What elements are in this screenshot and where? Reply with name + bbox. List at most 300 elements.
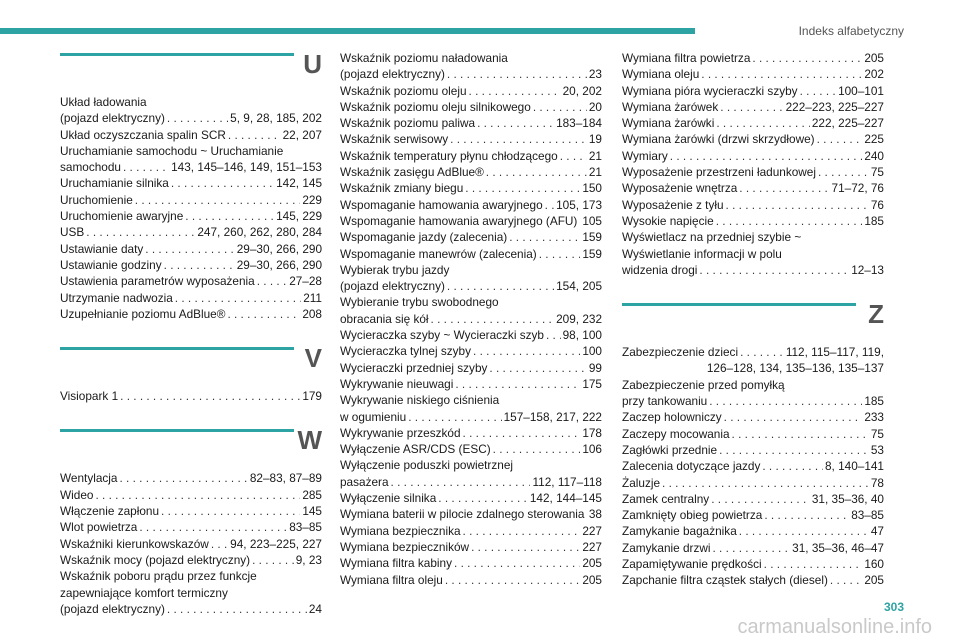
- index-entry-pages: 229: [302, 192, 322, 207]
- index-entry-pages: 24: [308, 601, 322, 616]
- dot-leader: [123, 159, 169, 175]
- index-entry-line: [340, 115, 602, 131]
- index-entry-lead: Zabezpieczenie przed pomyłką: [622, 377, 785, 392]
- dot-leader: [463, 425, 581, 441]
- dot-leader: [711, 491, 810, 507]
- index-entry-text: Wymiary: [622, 148, 668, 163]
- index-entry-line: [622, 344, 884, 360]
- index-entry-line: [340, 66, 602, 82]
- section-rule: [622, 303, 856, 306]
- index-entry-pages: 227: [582, 539, 602, 554]
- index-entry-line: [340, 197, 602, 213]
- index-entry: [340, 523, 602, 539]
- index-entry-pages: 209, 232: [556, 311, 602, 326]
- index-entry-text: Zalecenia dotyczące jazdy: [622, 459, 761, 474]
- dot-leader: [533, 99, 587, 115]
- index-entry-pages: 178: [582, 425, 602, 440]
- index-entry-text: w ogumieniu: [340, 409, 407, 424]
- index-entry: [60, 192, 322, 208]
- index-entry-line: [622, 83, 884, 99]
- index-entry-lead: zapewniające komfort termiczny: [60, 585, 228, 600]
- dot-leader: [701, 66, 862, 82]
- index-entry-text: Wspomaganie jazdy (zalecenia): [340, 230, 508, 245]
- index-entry-line: [60, 257, 322, 273]
- index-entry-pages: 112, 115–117, 119,: [785, 345, 884, 360]
- index-column-1: [60, 50, 322, 639]
- index-entry-pages: 285: [302, 487, 322, 502]
- index-entry-text: przy tankowaniu: [622, 394, 708, 409]
- index-entry-text: Zaczepy mocowania: [622, 426, 730, 441]
- index-entry: [622, 377, 884, 410]
- index-entry-text: (pojazd elektryczny): [340, 67, 445, 82]
- section-header: [60, 344, 322, 382]
- index-entry: [60, 273, 322, 289]
- index-entry-pages: 100: [582, 344, 602, 359]
- index-entry-text: Wykrywanie przeszkód: [340, 425, 461, 440]
- dot-leader: [447, 66, 587, 82]
- index-entry-pages: 20: [588, 99, 602, 114]
- index-entry-pages: 83–85: [289, 520, 322, 535]
- index-entry-pages: 142, 144–145: [529, 491, 602, 506]
- index-entry-pages: 160: [864, 557, 884, 572]
- index-entry-pages: 154, 205: [556, 279, 602, 294]
- index-entry-pages: 21: [588, 148, 602, 163]
- index-entry-line: [622, 197, 884, 213]
- dot-leader: [139, 519, 287, 535]
- index-entry: [622, 426, 884, 442]
- index-entry: [622, 507, 884, 523]
- page-header-title: Indeks alfabetyczny: [798, 24, 904, 38]
- index-entry-line: [622, 393, 884, 409]
- index-entry: [340, 360, 602, 376]
- index-entry-text: (pojazd elektryczny): [60, 111, 165, 126]
- index-entry: [60, 143, 322, 176]
- index-entry: [622, 197, 884, 213]
- index-entry: [622, 99, 884, 115]
- index-entry-pages: 76: [870, 197, 884, 212]
- index-entry-text: Wlot powietrza: [60, 520, 138, 535]
- index-entry: [340, 50, 602, 83]
- index-entry-text: Zagłówki przednie: [622, 442, 718, 457]
- index-entry-line: [340, 131, 602, 147]
- index-entry-line: [60, 159, 322, 175]
- section-header: [60, 426, 322, 464]
- index-entry-pages: 205: [582, 556, 602, 571]
- dot-leader: [818, 164, 869, 180]
- index-entry: [340, 506, 602, 522]
- index-entry: [622, 409, 884, 425]
- section-letter: Z: [868, 299, 884, 330]
- index-entry: [340, 180, 602, 196]
- index-entry-pages: 233: [864, 410, 884, 425]
- index-entry-line: [340, 99, 602, 115]
- index-entry-pages: 240: [864, 148, 884, 163]
- index-entry-text: Wyposażenie przestrzeni ładunkowej: [622, 165, 816, 180]
- dot-leader: [709, 393, 862, 409]
- dot-leader: [493, 441, 581, 457]
- index-section: [622, 50, 884, 278]
- dot-leader: [662, 475, 869, 491]
- index-entry-line: [60, 306, 322, 322]
- index-entry-line: [340, 474, 602, 490]
- index-entry: [622, 50, 884, 66]
- index-entry-pages: 225: [864, 132, 884, 147]
- index-entry-text: Wymiana filtra powietrza: [622, 51, 751, 65]
- index-entry-text: Wycieraczki przedniej szyby: [340, 360, 488, 375]
- dot-leader: [670, 148, 863, 164]
- page-number: 303: [883, 600, 904, 614]
- index-entry-pages: 31, 35–36, 46–47: [792, 540, 884, 555]
- index-entry: [340, 148, 602, 164]
- index-entry-pages: 205: [864, 51, 884, 65]
- dot-leader: [489, 360, 586, 376]
- section-header: [622, 300, 884, 338]
- index-entry-text: Wymiana bezpieczników: [340, 539, 470, 554]
- index-entry-lead: Wyświetlacz na przedniej szybie ~: [622, 230, 802, 245]
- index-entry-line: [340, 327, 602, 343]
- index-entry-lead: Wybieranie trybu swobodnego: [340, 295, 499, 310]
- index-entry-line: [60, 241, 322, 257]
- index-entry-line: [340, 539, 602, 555]
- dot-leader: [438, 490, 528, 506]
- index-entry: [340, 229, 602, 245]
- index-entry-pages: 99: [588, 360, 602, 375]
- index-entry-text: Wskaźnik poziomu oleju silnikowego: [340, 99, 531, 114]
- index-entry: [622, 523, 884, 539]
- index-entry: [622, 164, 884, 180]
- index-entry-text: Uzupełnianie poziomu AdBlue®: [60, 306, 226, 321]
- dot-leader: [752, 50, 862, 66]
- index-entry-pages: 106: [582, 442, 602, 457]
- index-entry-text: Wentylacja: [60, 471, 118, 486]
- index-entry-line: [60, 519, 322, 535]
- index-entry-text: Wyposażenie z tyłu: [622, 197, 724, 212]
- dot-leader: [800, 83, 836, 99]
- index-entry: [60, 388, 322, 404]
- index-entry: [60, 208, 322, 224]
- index-entry-lead: Wyświetlanie informacji w polu: [622, 246, 782, 261]
- index-entry-text: Zabezpieczenie dzieci: [622, 345, 739, 360]
- index-entry-line: [622, 164, 884, 180]
- index-entry-text: Wskaźnik zmiany biegu: [340, 181, 464, 196]
- index-entry-text: Wymiana bezpiecznika: [340, 523, 461, 538]
- index-entry-lead: Wyłączenie poduszki powietrznej: [340, 458, 513, 473]
- index-entry-line: [340, 409, 602, 425]
- dot-leader: [120, 388, 300, 404]
- index-entry: [340, 99, 602, 115]
- index-entry-text: Wymiana żarówek: [622, 99, 719, 114]
- index-entry-line: [60, 290, 322, 306]
- index-entry-text: widzenia drogi: [622, 262, 698, 277]
- index-entry-line: [60, 192, 322, 208]
- index-entry-pages: 5, 9, 28, 185, 202: [230, 111, 322, 126]
- dot-leader: [579, 213, 580, 229]
- index-entry-text: Wskaźniki kierunkowskazów: [60, 536, 209, 551]
- index-entry-pages: 185: [864, 213, 884, 228]
- index-entry-text: Układ oczyszczania spalin SCR: [60, 127, 226, 142]
- index-entry-pages: 29–30, 266, 290: [236, 257, 322, 272]
- index-entry-text: Utrzymanie nadwozia: [60, 290, 173, 305]
- section-letter: U: [303, 49, 322, 79]
- index-entry-pages: 78: [870, 475, 884, 490]
- index-entry-line: [60, 487, 322, 503]
- index-entry-text: samochodu: [60, 160, 121, 175]
- dot-leader: [447, 278, 554, 294]
- index-entry: [60, 127, 322, 143]
- index-entry: [60, 552, 322, 568]
- index-entry-text: Zamknięty obieg powietrza: [622, 508, 763, 523]
- index-entry-line: [340, 441, 602, 457]
- index-entry-text: Uruchamianie silnika: [60, 176, 169, 191]
- index-entry-pages: 21: [588, 165, 602, 180]
- index-entry: [340, 392, 602, 425]
- index-entry-text: Wymiana żarówki (drzwi skrzydłowe): [622, 132, 815, 147]
- index-entry: [622, 229, 884, 278]
- index-entry-line: [60, 552, 322, 568]
- index-entry-text: Wymiana pióra wycieraczki szyby: [622, 83, 798, 98]
- dot-leader: [830, 572, 862, 588]
- index-entry-pages: 71–72, 76: [831, 181, 884, 196]
- index-entry-pages: 23: [588, 67, 602, 82]
- index-entry-text: Visiopark 1: [60, 389, 119, 404]
- dot-leader: [509, 229, 580, 245]
- index-entry-text: Ustawienia parametrów wyposażenia: [60, 274, 255, 289]
- index-entry-line: [60, 470, 322, 486]
- index-entry-pages: 145: [302, 504, 322, 519]
- index-entry-line: [622, 556, 884, 572]
- index-entry-text: Wyłączenie silnika: [340, 491, 437, 506]
- dot-leader: [473, 343, 580, 359]
- index-entry-pages: 105, 173: [556, 197, 602, 212]
- dot-leader: [716, 213, 863, 229]
- index-entry: [340, 294, 602, 327]
- index-entry-text: USB: [60, 225, 85, 240]
- dot-leader: [161, 503, 300, 519]
- index-entry-line: [340, 164, 602, 180]
- index-section: [60, 50, 322, 322]
- index-entry-pages: 98, 100: [562, 328, 602, 343]
- index-entry-line: [340, 490, 602, 506]
- index-entry: [60, 224, 322, 240]
- index-entry-pages: 247, 260, 262, 280, 284: [197, 225, 322, 240]
- index-entry: [622, 458, 884, 474]
- index-entry-text: (pojazd elektryczny): [340, 279, 445, 294]
- index-entry-pages: 38: [588, 507, 602, 522]
- index-entry-line: [622, 426, 884, 442]
- index-entry-line: [622, 180, 884, 196]
- index-entry-pages: 53: [870, 442, 884, 457]
- index-entry-text: Wskaźnik temperatury płynu chłodzącego: [340, 148, 558, 163]
- index-entry: [60, 241, 322, 257]
- index-entry-text: Wymiana filtra kabiny: [340, 556, 453, 571]
- dot-leader: [724, 409, 863, 425]
- index-entry-pages-continued: 126–128, 134, 135–136, 135–137: [706, 361, 884, 376]
- index-entry-text: Wymiana żarówki: [622, 116, 715, 131]
- index-entry-text: Zapamiętywanie prędkości: [622, 557, 762, 572]
- dot-leader: [716, 115, 810, 131]
- dot-leader: [185, 208, 274, 224]
- index-entry-line: [622, 131, 884, 147]
- index-entry: [622, 115, 884, 131]
- index-entry-pages: 94, 223–225, 227: [230, 536, 322, 551]
- index-entry: [340, 457, 602, 490]
- index-entry-text: Wyposażenie wnętrza: [622, 181, 738, 196]
- dot-leader: [469, 83, 561, 99]
- index-entry-text: Wskaźnik zasięgu AdBlue®: [340, 165, 484, 180]
- dot-leader: [167, 601, 307, 617]
- index-entry: [340, 376, 602, 392]
- index-entry: [340, 246, 602, 262]
- index-entry-pages: 29–30, 266, 290: [236, 241, 322, 256]
- index-entry: [340, 425, 602, 441]
- dot-leader: [486, 164, 587, 180]
- dot-leader: [726, 197, 869, 213]
- dot-leader: [539, 246, 581, 262]
- index-entry: [60, 470, 322, 486]
- dot-leader: [445, 572, 580, 588]
- index-entry-pages: 27–28: [289, 274, 322, 289]
- index-entry: [622, 213, 884, 229]
- index-entry-line: [622, 491, 884, 507]
- index-entry-text: Włączenie zapłonu: [60, 504, 160, 519]
- index-entry-text: Wspomaganie hamowania awaryjnego: [340, 197, 543, 212]
- index-entry: [622, 83, 884, 99]
- index-entry-pages: 75: [870, 426, 884, 441]
- index-entry-pages: 202: [864, 67, 884, 82]
- index-entry-line: [340, 229, 602, 245]
- index-entry-lead: Układ ładowania: [60, 95, 147, 109]
- header-accent-bar: [0, 28, 695, 34]
- index-entry-line: [340, 572, 602, 588]
- dot-leader: [740, 344, 784, 360]
- index-entry-line: [340, 180, 602, 196]
- section-letter: V: [304, 343, 322, 374]
- index-entry: [622, 491, 884, 507]
- index-column-2: [340, 50, 602, 588]
- dot-leader: [167, 110, 228, 126]
- index-entry-line: [340, 148, 602, 164]
- dot-leader: [739, 523, 869, 539]
- index-entry-text: Zaczep holowniczy: [622, 410, 722, 425]
- index-entry-line: [622, 262, 884, 278]
- index-entry-line: [60, 273, 322, 289]
- index-section: [60, 344, 322, 404]
- index-entry: [340, 572, 602, 588]
- index-entry-line: [340, 311, 602, 327]
- index-entry-lead: Wybierak trybu jazdy: [340, 262, 450, 277]
- dot-leader: [764, 556, 863, 572]
- index-entry: [340, 262, 602, 295]
- index-entry-pages: 205: [864, 573, 884, 588]
- index-entry-line: [60, 127, 322, 143]
- index-entry-line: [60, 208, 322, 224]
- index-entry-text: obracania się kół: [340, 311, 429, 326]
- index-entry: [340, 490, 602, 506]
- index-entry-text: Wycieraczka tylnej szyby: [340, 344, 472, 359]
- dot-leader: [228, 127, 281, 143]
- index-entry-pages: 105: [582, 213, 602, 228]
- index-entry-line: [60, 388, 322, 404]
- index-entry-text: Zamek centralny: [622, 491, 710, 506]
- index-entry-text: Wskaźnik mocy (pojazd elektryczny): [60, 552, 251, 567]
- index-entry-text: Wymiana filtra oleju: [340, 572, 443, 587]
- index-entry-text: Żaluzje: [622, 475, 661, 490]
- index-entry-text: Zamykanie bagażnika: [622, 524, 737, 539]
- dot-leader: [713, 540, 791, 556]
- section-header: [60, 50, 322, 88]
- index-entry: [622, 66, 884, 82]
- index-entry-line: [622, 507, 884, 523]
- index-entry-line: [340, 555, 602, 571]
- index-entry-pages: 227: [582, 523, 602, 538]
- index-entry-pages: 47: [870, 524, 884, 539]
- index-entry: [60, 503, 322, 519]
- index-entry-text: Wspomaganie hamowania awaryjnego (AFU): [340, 213, 578, 228]
- index-entry: [622, 344, 884, 377]
- index-entry-line: [60, 503, 322, 519]
- index-entry: [60, 536, 322, 552]
- index-entry: [622, 148, 884, 164]
- index-entry-line: [340, 425, 602, 441]
- index-entry: [622, 180, 884, 196]
- index-entry-line: [340, 278, 602, 294]
- index-entry: [340, 115, 602, 131]
- index-entry-text: pasażera: [340, 474, 389, 489]
- index-entry: [340, 539, 602, 555]
- dot-leader: [465, 180, 580, 196]
- index-entry: [340, 131, 602, 147]
- index-entry-pages: 159: [582, 230, 602, 245]
- index-entry-pages: 31, 35–36, 40: [811, 491, 884, 506]
- index-entry-line: [622, 540, 884, 556]
- dot-leader: [119, 470, 247, 486]
- index-entry-line: [60, 536, 322, 552]
- index-entry-lead: Wskaźnik poziomu naładowania: [340, 51, 508, 65]
- index-entry-pages: 150: [582, 181, 602, 196]
- index-entry-text: Uruchomienie: [60, 192, 133, 207]
- index-entry-pages: 175: [582, 376, 602, 391]
- index-entry-line: [622, 66, 884, 82]
- dot-leader: [252, 552, 294, 568]
- index-entry: [340, 213, 602, 229]
- index-entry: [340, 83, 602, 99]
- index-entry-pages: 157–158, 217, 222: [503, 409, 602, 424]
- index-entry-pages: 100–101: [838, 83, 884, 98]
- index-entry: [60, 257, 322, 273]
- index-entry-text: Wymiana baterii w pilocie zdalnego sterowania: [340, 507, 585, 522]
- index-entry-pages: 205: [582, 572, 602, 587]
- dot-leader: [171, 175, 274, 191]
- index-entry-line: [622, 458, 884, 474]
- index-entry-line: [622, 475, 884, 491]
- index-entry-pages: 183–184: [556, 116, 602, 131]
- dot-leader: [817, 131, 863, 147]
- index-entry: [340, 555, 602, 571]
- index-entry-line: [60, 110, 322, 126]
- dot-leader: [145, 241, 234, 257]
- index-entry-line: [340, 213, 602, 229]
- index-entry-pages: 9, 23: [295, 552, 322, 567]
- index-entry: [60, 487, 322, 503]
- dot-leader: [762, 458, 823, 474]
- index-entry-line: [60, 224, 322, 240]
- index-entry-text: Wycieraczka szyby ~ Wycieraczki szyb: [340, 328, 544, 343]
- dot-leader: [164, 257, 235, 273]
- index-entry-line: [622, 409, 884, 425]
- dot-leader: [391, 474, 531, 490]
- dot-leader: [546, 327, 561, 343]
- index-column-3: [622, 50, 884, 611]
